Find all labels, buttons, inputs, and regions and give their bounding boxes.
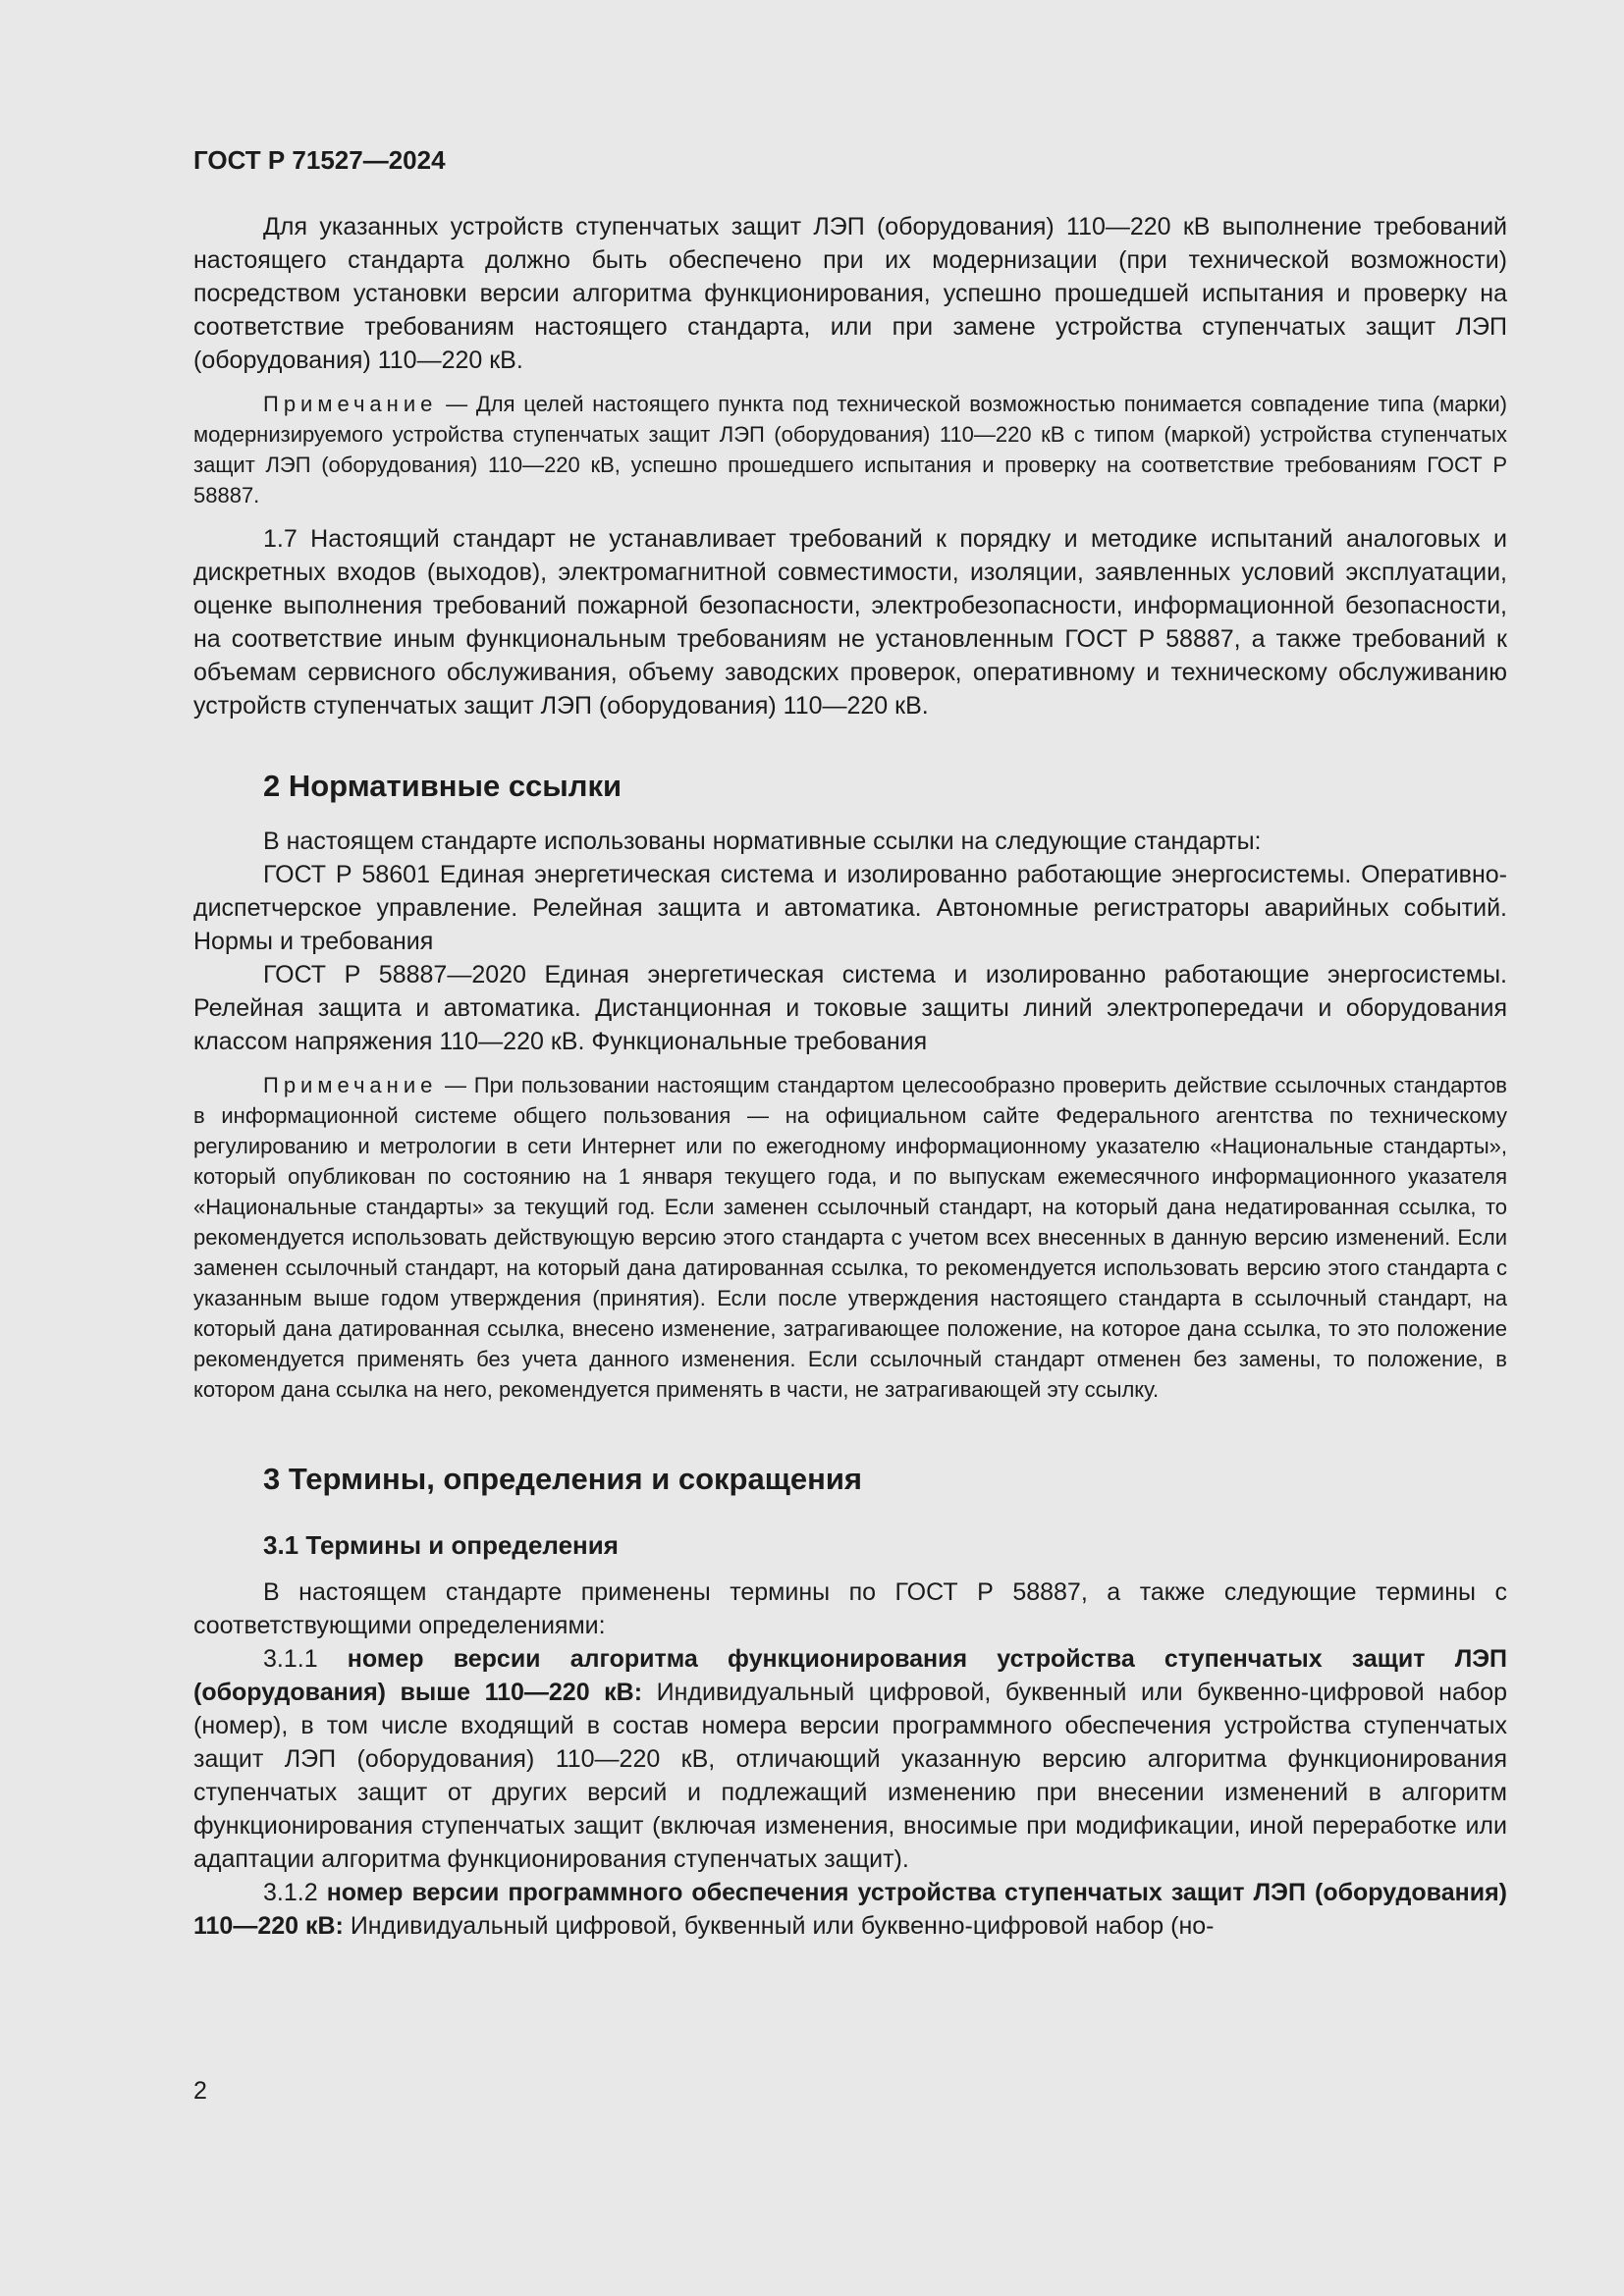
term-definition: Индивидуальный цифровой, буквенный или буквенно-цифровой набор (но- [343,1912,1215,1940]
term-definition: Индивидуальный цифровой, буквенный или буквенно-цифровой набор (номер), в том числе входящий в состав номера версии программного обеспечения устройства ступенчатых защит ЛЭП (оборудования) 110—220 кВ, отличающий указанную версию алгоритма функционирования ступенчатых защит от других версий и подлежащий изменению при внесении изменений в алгоритм функционирования ступенчатых защит (включая изменения, вносимые при модификации, иной переработке или адаптации алгоритма функционирования ступенчатых защит). [193,1679,1507,1873]
term-number: 3.1.2 [263,1879,327,1906]
note-label: Примечание [263,392,438,416]
reference-item: ГОСТ Р 58887—2020 Единая энергетическая система и изолированно работающие энергосистемы. Релейная защита и автоматика. Дистанционная и токовые защиты линий электропередачи и оборудования классом напряжения 110—220 кВ. Функциональные требования [193,961,1507,1055]
intro-paragraph: Для указанных устройств ступенчатых защит ЛЭП (оборудования) 110—220 кВ выполнение требований настоящего стандарта должно быть обеспечено при их модернизации (при технической возможности) посредством установки версии алгоритма функционирования, успешно прошедшей испытания и проверку на соответствие требованиям настоящего стандарта, или при замене устройства ступенчатых защит ЛЭП (оборудования) 110—220 кВ. [193,213,1507,374]
reference-item: ГОСТ Р 58601 Единая энергетическая система и изолированно работающие энергосистемы. Оперативно-диспетчерское управление. Релейная защита и автоматика. Автономные регистраторы аварийных событий. Нормы и требования [193,861,1507,955]
document-header: ГОСТ Р 71527—2024 [193,145,446,175]
term-title: номер версии алгоритма функционирования устройства ступенчатых защит ЛЭП (оборудования) выше 110—220 кВ: [193,1645,1507,1706]
term-3-1-2 [193,1876,1507,1943]
section-2-heading: 2 Нормативные ссылки [263,769,623,803]
note-label: Примечание [263,1073,438,1097]
term-3-1-1 [193,1642,1507,1876]
note-paragraph [193,389,1507,510]
subsection-3-1-heading: 3.1 Термины и определения [263,1530,619,1560]
term-title: номер версии программного обеспечения устройства ступенчатых защит ЛЭП (оборудования) 110—220 кВ: [193,1879,1507,1940]
section-2-intro: В настоящем стандарте использованы нормативные ссылки на следующие стандарты: [263,828,1262,855]
note-text: — При пользовании настоящим стандартом целесообразно проверить действие ссылочных стандартов в информационной системе общего пользования — на официальном сайте Федерального агентства по техническому регулированию и метрологии в сети Интернет или по ежегодному информационному указателю «Национальные стандарты», который опубликован по состоянию на 1 января текущего года, и по выпускам ежемесячного информационного указателя «Национальные стандарты» за текущий год. Если заменен ссылочный стандарт, на который дана недатированная ссылка, то рекомендуется использовать действующую версию этого стандарта с учетом всех внесенных в данную версию изменений. Если заменен ссылочный стандарт, на который дана датированная ссылка, то рекомендуется использовать версию этого стандарта с указанным выше годом утверждения (принятия). Если после утверждения настоящего стандарта в ссылочный стандарт, на который дана датированная ссылка, внесено изменение, затрагивающее положение, на которое дана ссылка, то это положение рекомендуется применять без учета данного изменения. Если ссылочный стандарт отменен без замены, то положение, в котором дана ссылка на него, рекомендуется применять в части, не затрагивающей эту ссылку. [193,1073,1507,1402]
section-2-note [193,1070,1507,1405]
section-3-heading: 3 Термины, определения и сокращения [263,1462,862,1496]
page-number: 2 [193,2077,207,2105]
note-text: — Для целей настоящего пункта под технической возможностью понимается совпадение типа (марки) модернизируемого устройства ступенчатых защит ЛЭП (оборудования) 110—220 кВ с типом (маркой) устройства ступенчатых защит ЛЭП (оборудования) 110—220 кВ, успешно прошедшего испытания и проверку на соответствие требованиям ГОСТ Р 58887. [193,392,1507,507]
clause-1-7: 1.7 Настоящий стандарт не устанавливает требований к порядку и методике испытаний аналоговых и дискретных входов (выходов), электромагнитной совместимости, изоляции, заявленных условий эксплуатации, оценке выполнения требований пожарной безопасности, электробезопасности, информационной безопасности, на соответствие иным функциональным требованиям не установленным ГОСТ Р 58887, а также требований к объемам сервисного обслуживания, объему заводских проверок, оперативному и техническому обслуживанию устройств ступенчатых защит ЛЭП (оборудования) 110—220 кВ. [193,525,1507,720]
section-3-intro: В настоящем стандарте применены термины по ГОСТ Р 58887, а также следующие термины с соответствующими определениями: [193,1578,1507,1639]
document-page [193,145,1507,1943]
term-number: 3.1.1 [263,1645,348,1673]
